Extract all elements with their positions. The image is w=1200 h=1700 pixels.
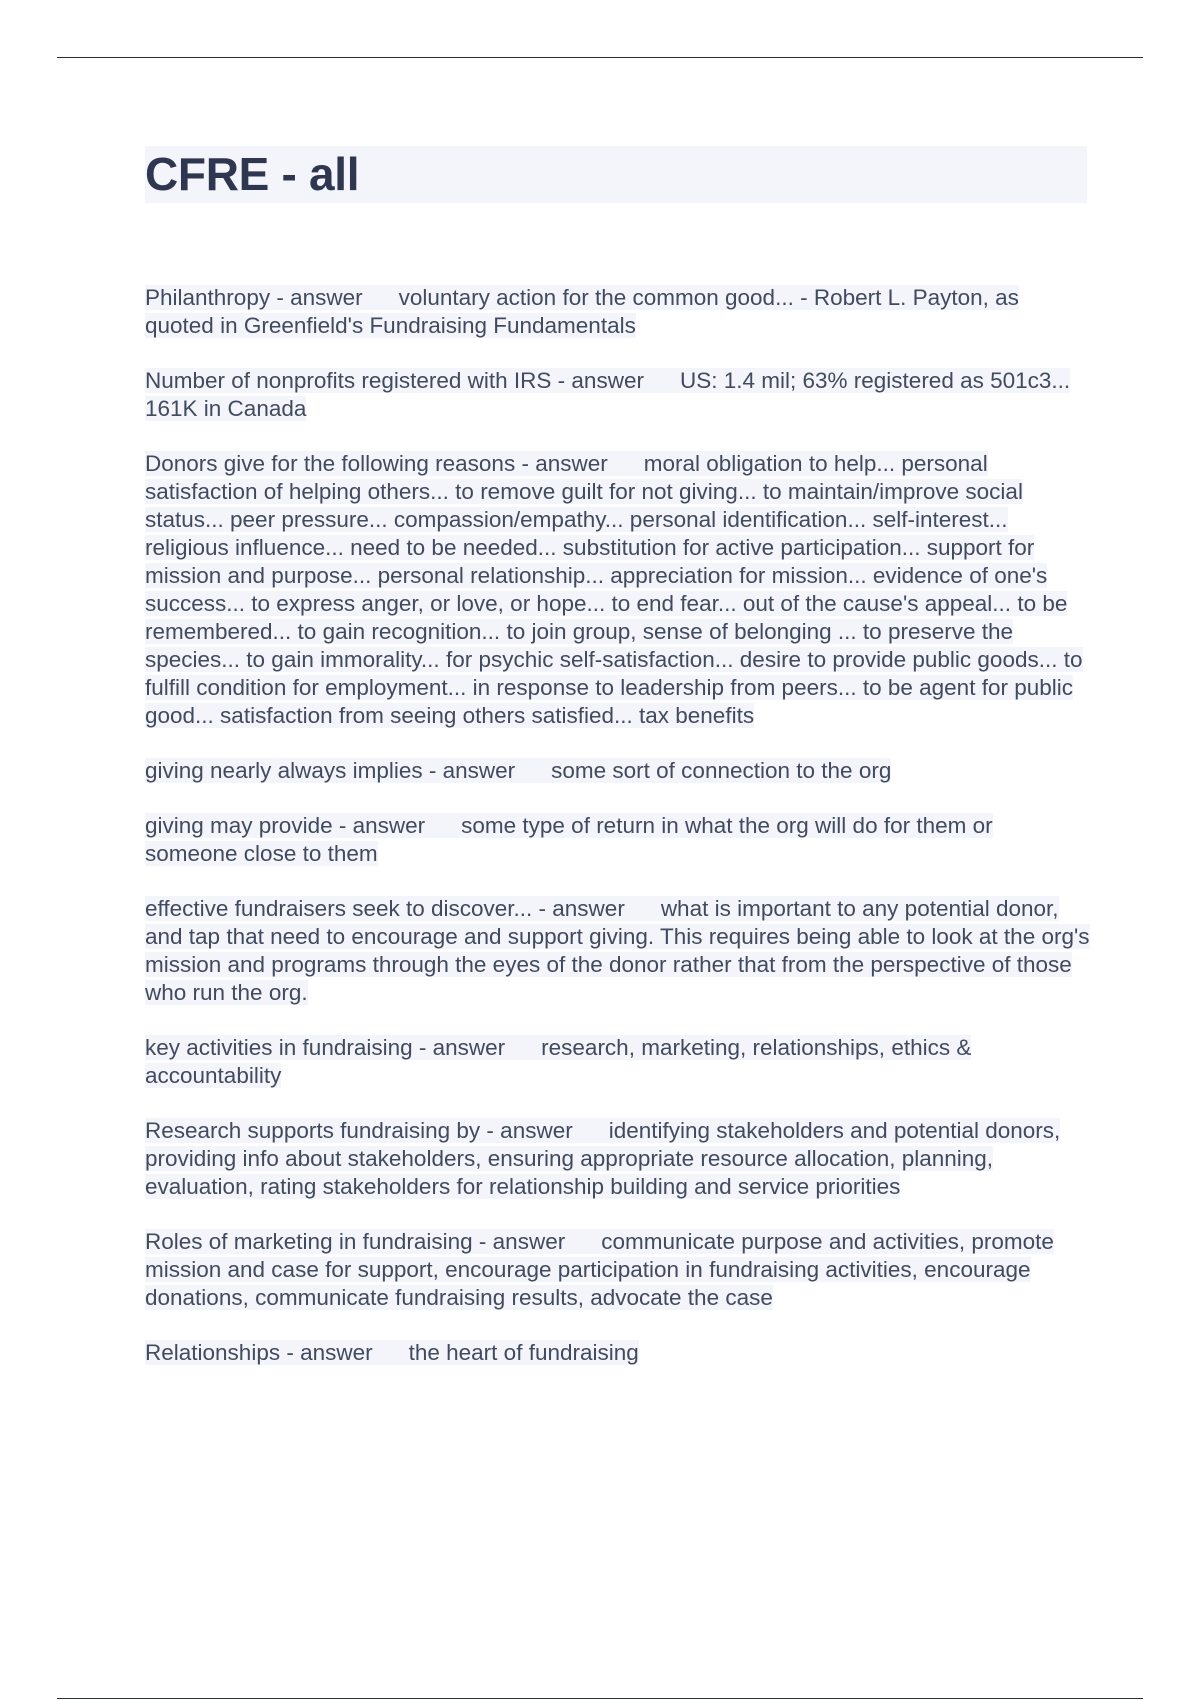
entry-definition: voluntary action for the common good... - Robert L. Payton, as quoted in Greenfield's Fundraising Fundamentals xyxy=(145,285,1019,338)
flashcard-entry xyxy=(145,812,1090,868)
flashcard-entry xyxy=(145,1117,1090,1201)
flashcard-entry xyxy=(145,450,1090,730)
top-rule xyxy=(57,57,1143,58)
entry-definition: the heart of fundraising xyxy=(408,1340,639,1365)
entry-term: giving nearly always implies - answer xyxy=(145,758,516,783)
entry-term: Number of nonprofits registered with IRS - answer xyxy=(145,368,644,393)
entry-term: effective fundraisers seek to discover... - answer xyxy=(145,896,625,921)
flashcard-entry xyxy=(145,1339,1090,1367)
entry-term: Relationships - answer xyxy=(145,1340,373,1365)
entry-term: Research supports fundraising by - answer xyxy=(145,1118,573,1143)
entry-definition: what is important to any potential donor, and tap that need to encourage and support giving. This requires being able to look at the org's mission and programs through the eyes of the donor rather that from the perspective of those who run the org. xyxy=(145,896,1090,1005)
entry-definition: communicate purpose and activities, promote mission and case for support, encourage participation in fundraising activities, encourage donations, communicate fundraising results, advocate the case xyxy=(145,1229,1054,1310)
flashcard-entry xyxy=(145,1034,1090,1090)
entry-term: Philanthropy - answer xyxy=(145,285,363,310)
entry-definition: identifying stakeholders and potential donors, providing info about stakeholders, ensuring appropriate resource allocation, planning, evaluation, rating stakeholders for relationship building and service priorities xyxy=(145,1118,1061,1199)
document-title: CFRE - all xyxy=(145,148,360,200)
entry-definition: moral obligation to help... personal satisfaction of helping others... to remove guilt for not giving... to maintain/improve social status... peer pressure... compassion/empathy... personal identification... self-interest... religious influence... need to be needed... substitution for active participation... support for mission and purpose... personal relationship... appreciation for mission... evidence of one's success... to express anger, or love, or hope... to end fear... out of the cause's appeal... to be remembered... to gain recognition... to join group, sense of belonging ... to preserve the species... to gain immorality... for psychic self-satisfaction... desire to provide public goods... to fulfill condition for employment... in response to leadership from peers... to be agent for public good... satisfaction from seeing others satisfied... tax benefits xyxy=(145,451,1083,728)
entry-term: Donors give for the following reasons - answer xyxy=(145,451,608,476)
entry-term: key activities in fundraising - answer xyxy=(145,1035,506,1060)
entry-definition: some type of return in what the org will do for them or someone close to them xyxy=(145,813,993,866)
flashcard-entry xyxy=(145,1228,1090,1312)
flashcard-entry xyxy=(145,895,1090,1007)
flashcard-entry xyxy=(145,284,1090,340)
bottom-rule xyxy=(57,1698,1143,1699)
flashcard-entry xyxy=(145,367,1090,423)
entry-definition: research, marketing, relationships, ethics & accountability xyxy=(145,1035,972,1088)
entry-term: Roles of marketing in fundraising - answer xyxy=(145,1229,566,1254)
entry-definition: some sort of connection to the org xyxy=(551,758,892,783)
entry-term: giving may provide - answer xyxy=(145,813,426,838)
entry-definition: US: 1.4 mil; 63% registered as 501c3... 161K in Canada xyxy=(145,368,1071,421)
flashcard-list xyxy=(145,284,1090,1394)
flashcard-entry xyxy=(145,757,1090,785)
